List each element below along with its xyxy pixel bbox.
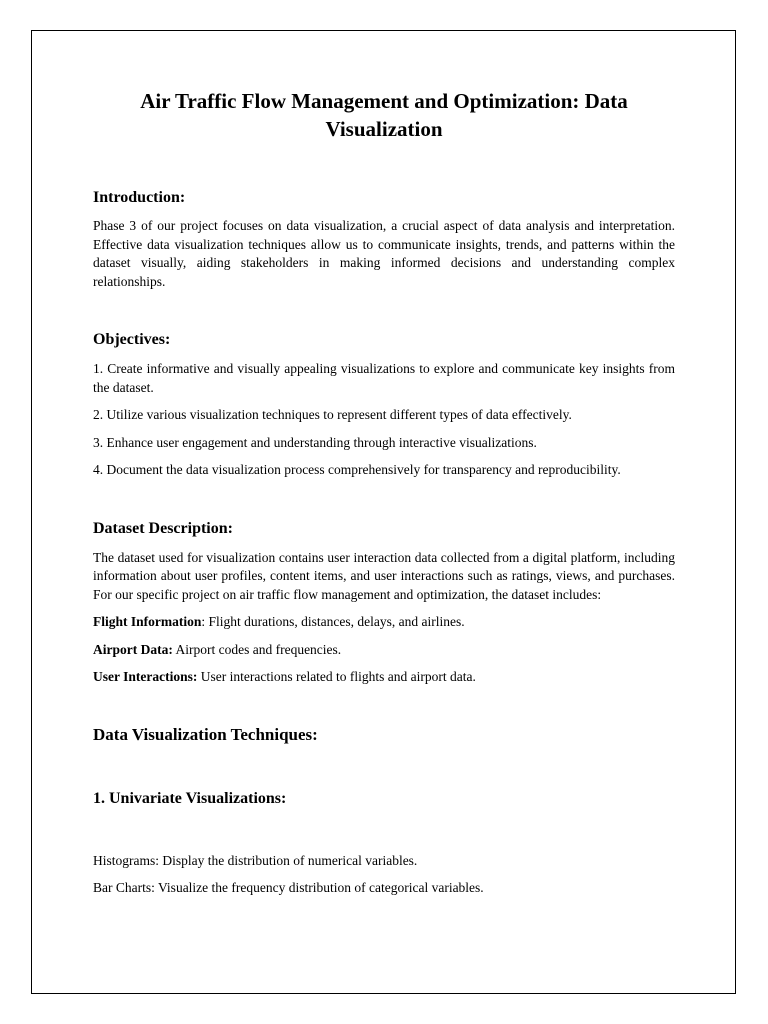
objectives-heading: Objectives: bbox=[93, 331, 171, 348]
dataset-item-user-interactions bbox=[93, 668, 675, 687]
dataset-item-label: Flight Information bbox=[93, 614, 202, 629]
technique-item: Histograms: Display the distribution of numerical variables. bbox=[93, 852, 418, 868]
document-title: Air Traffic Flow Management and Optimization: Data Visualization bbox=[140, 89, 628, 141]
objective-item: 4. Document the data visualization process comprehensively for transparency and reproducibility. bbox=[93, 462, 621, 477]
dataset-item-text: User interactions related to flights and airport data. bbox=[197, 669, 476, 684]
techniques-heading: Data Visualization Techniques: bbox=[93, 724, 318, 744]
univariate-heading: 1. Univariate Visualizations: bbox=[93, 789, 287, 807]
dataset-item-flight-information bbox=[93, 613, 675, 632]
dataset-item-label: User Interactions: bbox=[93, 669, 198, 684]
objective-item: 2. Utilize various visualization techniques to represent different types of data effectively. bbox=[93, 407, 572, 422]
dataset-item-text: : Flight durations, distances, delays, and airlines. bbox=[201, 614, 465, 629]
technique-item: Bar Charts: Visualize the frequency distribution of categorical variables. bbox=[93, 880, 484, 895]
introduction-paragraph: Phase 3 of our project focuses on data visualization, a crucial aspect of data analysis and interpretation. Effective data visualization techniques allow us to communicate insights, trends, and patterns within the dataset visually, aiding stakeholders in making informed decisions and understanding complex relationships. bbox=[93, 218, 675, 289]
dataset-item-airport-data bbox=[93, 641, 675, 660]
dataset-item-text: Airport codes and frequencies. bbox=[172, 641, 342, 657]
document-body bbox=[93, 87, 675, 898]
introduction-heading: Introduction: bbox=[93, 189, 186, 206]
dataset-description-heading: Dataset Description: bbox=[93, 519, 233, 537]
objective-item: 3. Enhance user engagement and understanding through interactive visualizations. bbox=[93, 434, 537, 450]
objective-item: 1. Create informative and visually appealing visualizations to explore and communicate key insights from the dataset. bbox=[93, 361, 675, 395]
dataset-item-label: Airport Data: bbox=[93, 641, 173, 657]
dataset-description-paragraph: The dataset used for visualization contains user interaction data collected from a digital platform, including information about user profiles, content items, and user interactions such as ratings, views, and purchases. For our specific project on air traffic flow management and optimization, the dataset includes: bbox=[93, 549, 675, 602]
